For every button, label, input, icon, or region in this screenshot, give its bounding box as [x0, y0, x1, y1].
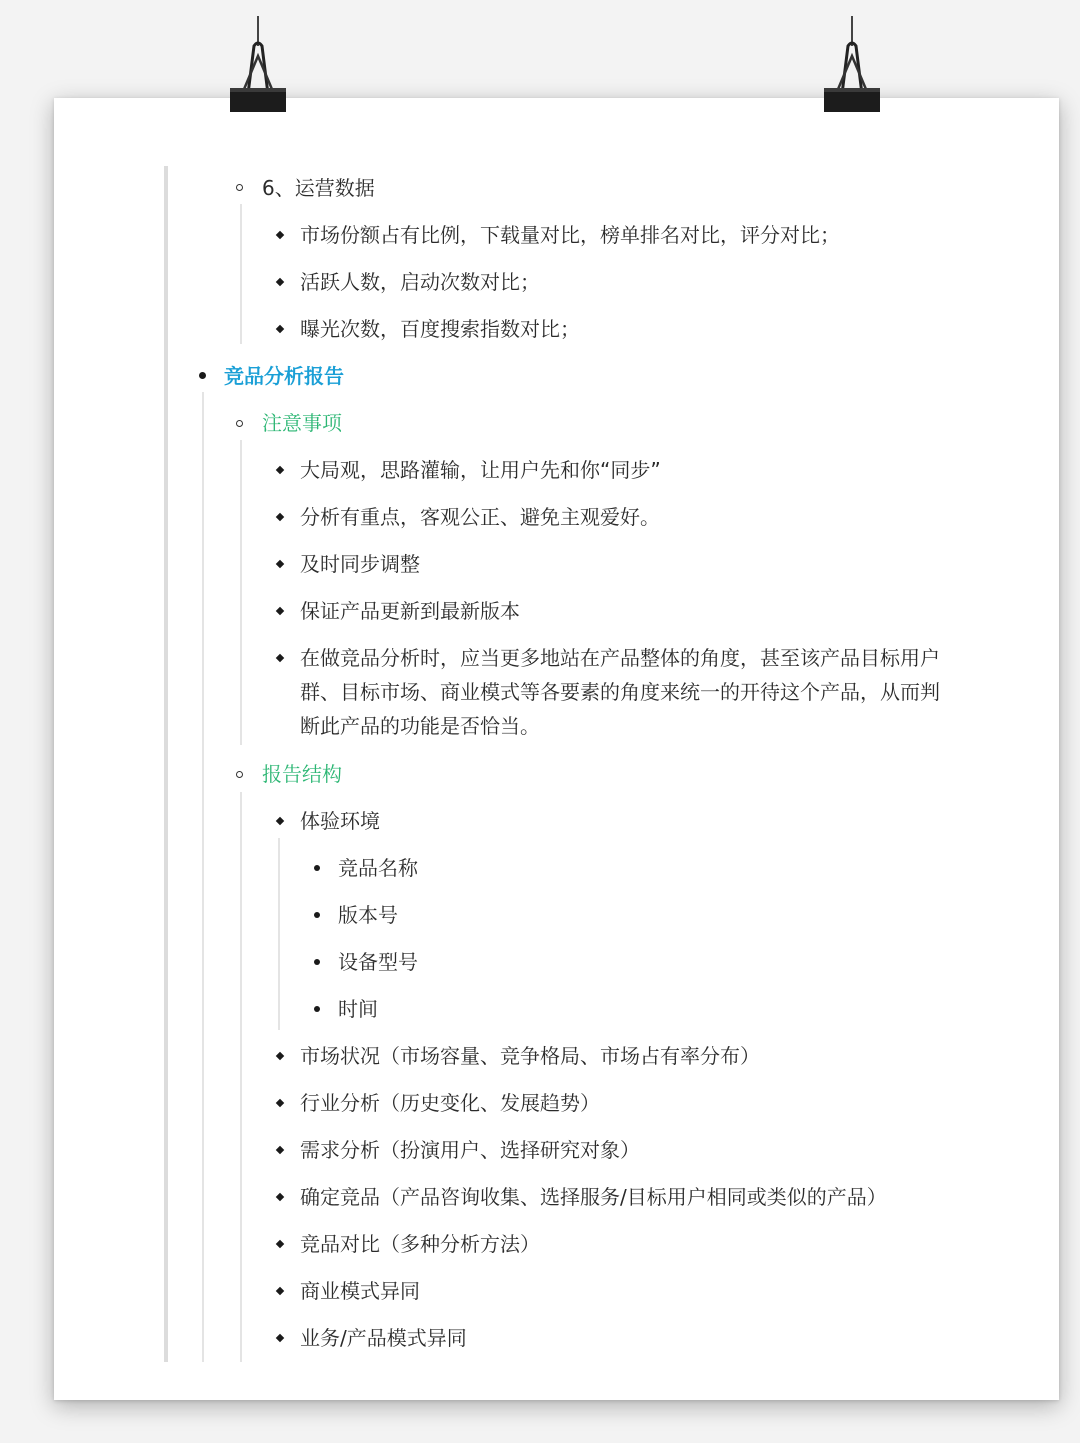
list-item: 商业模式异同	[300, 1279, 420, 1303]
list-item: 竞品对比（多种分析方法）	[300, 1232, 540, 1256]
list-item: 及时同步调整	[300, 552, 420, 576]
list-item: 设备型号	[338, 950, 418, 974]
notes-heading: 注意事项	[262, 411, 342, 435]
list-item: 业务/产品模式异同	[300, 1326, 467, 1350]
outline-guide-line	[240, 204, 242, 344]
dot-bullet-icon	[314, 865, 320, 871]
dot-bullet-icon	[314, 959, 320, 965]
list-item: 曝光次数，百度搜索指数对比；	[300, 317, 580, 341]
binder-clip-left-icon	[228, 16, 288, 114]
dot-bullet-icon	[314, 912, 320, 918]
list-item: 大局观，思路灌输，让用户先和你“同步”	[300, 458, 661, 482]
outline-guide-line	[202, 392, 204, 1362]
env-heading: 体验环境	[300, 809, 380, 833]
operations-heading: 6、运营数据	[262, 176, 375, 200]
outline-guide-line	[164, 166, 168, 1362]
binder-clip-right-icon	[822, 16, 882, 114]
list-item: 版本号	[338, 903, 398, 927]
list-item: 竞品名称	[338, 856, 418, 880]
list-item: 时间	[338, 997, 378, 1021]
report-title: 竞品分析报告	[224, 364, 344, 388]
circle-bullet-icon	[236, 771, 243, 778]
disc-bullet-icon	[199, 372, 206, 379]
list-item: 确定竞品（产品咨询收集、选择服务/目标用户相同或类似的产品）	[300, 1185, 887, 1209]
structure-heading: 报告结构	[262, 762, 342, 786]
circle-bullet-icon	[236, 420, 243, 427]
outline-guide-line	[278, 838, 280, 1030]
list-item: 分析有重点，客观公正、避免主观爱好。	[300, 505, 660, 529]
outline-guide-line	[240, 440, 242, 745]
list-item: 市场份额占有比例，下载量对比，榜单排名对比，评分对比；	[300, 223, 840, 247]
dot-bullet-icon	[314, 1006, 320, 1012]
list-item: 需求分析（扮演用户、选择研究对象）	[300, 1138, 640, 1162]
list-item: 在做竞品分析时，应当更多地站在产品整体的角度，甚至该产品目标用户群、目标市场、商业模式等各要素的角度来统一的开待这个产品，从而判断此产品的功能是否恰当。	[300, 646, 940, 738]
list-item: 活跃人数，启动次数对比；	[300, 270, 540, 294]
list-item: 行业分析（历史变化、发展趋势）	[300, 1091, 600, 1115]
list-item: 市场状况（市场容量、竞争格局、市场占有率分布）	[300, 1044, 760, 1068]
outline-guide-line	[240, 792, 242, 1362]
list-item: 保证产品更新到最新版本	[300, 599, 520, 623]
circle-bullet-icon	[236, 184, 243, 191]
